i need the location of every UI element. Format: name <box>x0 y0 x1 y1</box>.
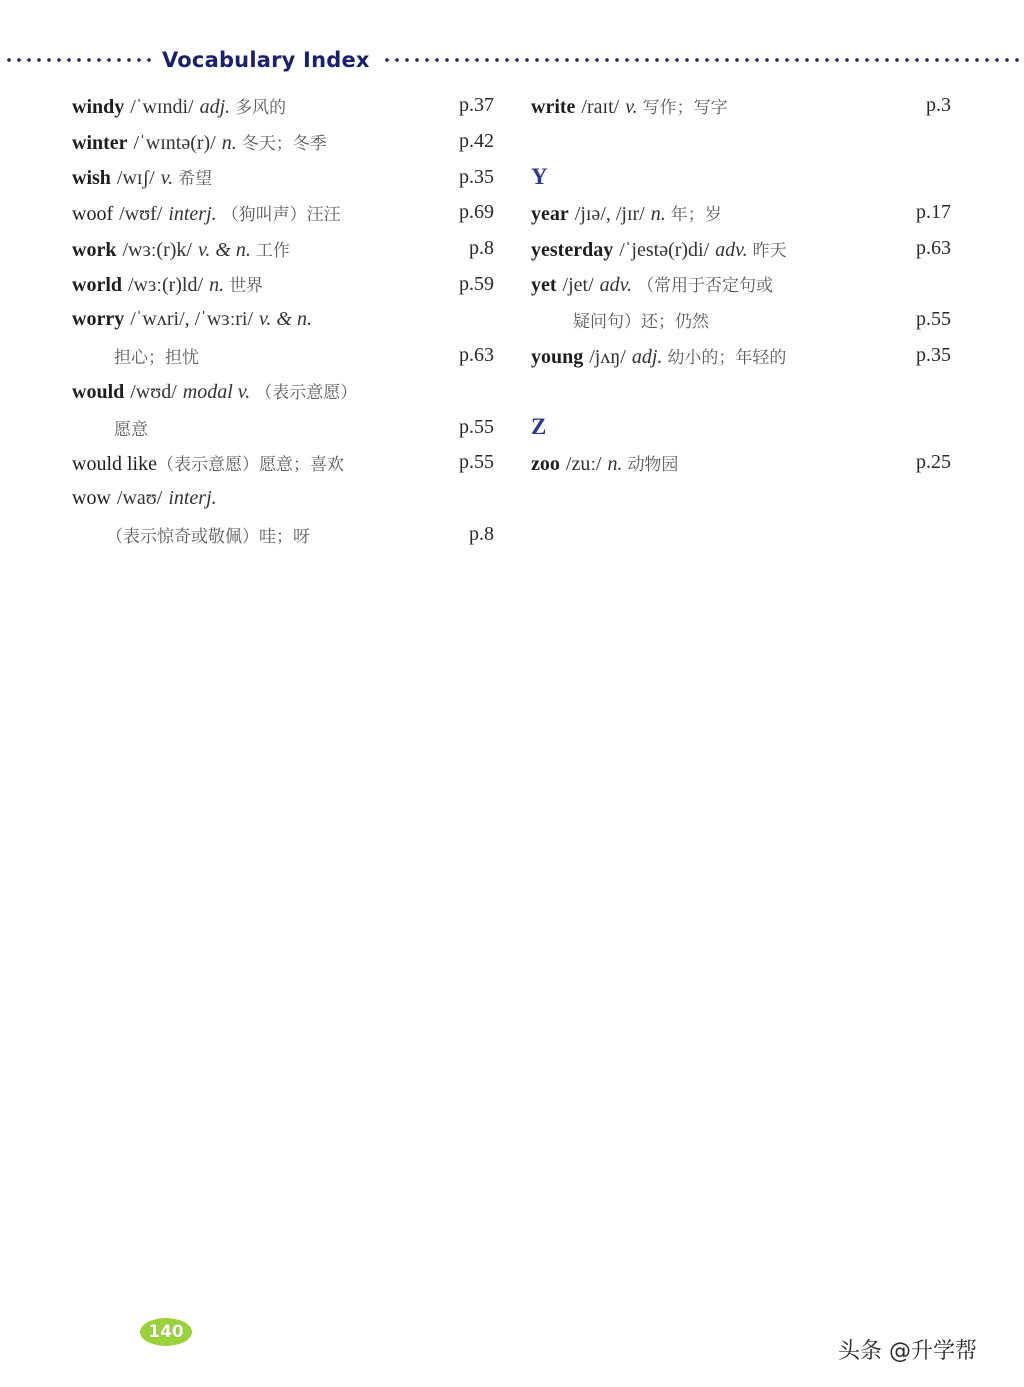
meaning: 担心；担忧 <box>114 348 199 369</box>
part-of-speech: interj. <box>168 486 217 509</box>
phonetic: /waʊ/ <box>116 486 163 509</box>
meaning: 年；岁 <box>670 204 722 225</box>
phonetic: /jɪə/, /jɪr/ <box>574 202 645 225</box>
headword: woof <box>72 202 114 225</box>
part-of-speech: v. & n. <box>197 238 251 261</box>
meaning: 动物园 <box>627 454 679 475</box>
vocab-entry-winter <box>72 124 494 160</box>
headword: write <box>531 95 576 118</box>
meaning: （狗叫声）汪汪 <box>221 204 341 225</box>
dotted-rule-left <box>2 58 152 62</box>
page-reference: p.42 <box>459 130 494 153</box>
page-reference: p.8 <box>469 522 494 545</box>
meaning: （表示惊奇或敬佩）哇；呀 <box>106 526 310 547</box>
dotted-rule-right <box>380 58 1022 62</box>
vocab-entry-continuation <box>72 409 494 445</box>
headword: would <box>72 381 125 404</box>
vocabulary-column-right <box>531 88 951 481</box>
vocab-entry-write <box>531 88 951 124</box>
part-of-speech: v. <box>625 95 638 118</box>
phonetic: /wɜː(r)k/ <box>122 238 192 261</box>
part-of-speech: v. <box>160 167 174 190</box>
vocab-entry-wow <box>72 481 494 517</box>
vocab-entry-zoo <box>531 445 951 481</box>
page-reference: p.69 <box>459 201 494 224</box>
headword: wish <box>72 167 111 190</box>
meaning: 昨天 <box>752 240 787 261</box>
part-of-speech: modal v. <box>182 381 251 404</box>
page-reference: p.37 <box>459 94 494 117</box>
page-reference: p.55 <box>459 451 494 474</box>
headword: year <box>531 202 569 225</box>
meaning: （常用于否定句或 <box>637 276 774 297</box>
headword: young <box>531 345 584 368</box>
part-of-speech: n. <box>650 202 666 225</box>
meaning: 幼小的；年轻的 <box>667 347 787 368</box>
page-reference: p.35 <box>916 344 951 367</box>
vocab-entry-wish <box>72 159 494 195</box>
phonetic: /jʌŋ/ <box>589 345 626 368</box>
letter-heading-y: Y <box>531 164 548 190</box>
page-reference: p.8 <box>469 237 494 260</box>
page-reference: p.17 <box>916 201 951 224</box>
headword: yet <box>531 274 557 297</box>
vocab-entry-world <box>72 266 494 302</box>
headword: windy <box>72 95 125 118</box>
phonetic: /raɪt/ <box>581 95 620 118</box>
vocab-entry-worry <box>72 302 494 338</box>
phonetic: /wɪʃ/ <box>116 167 155 190</box>
phonetic: /ˈwʌri/, /ˈwɜːri/ <box>130 308 254 331</box>
page-reference: p.59 <box>459 272 494 295</box>
headword: worry <box>72 308 125 331</box>
part-of-speech: adj. <box>199 95 231 118</box>
page-reference: p.63 <box>916 237 951 260</box>
headword: wow <box>72 486 111 509</box>
vocab-entry-yet <box>531 266 951 302</box>
part-of-speech: adv. <box>715 238 748 261</box>
page-reference: p.55 <box>916 308 951 331</box>
phonetic: /ˈwɪntə(r)/ <box>133 131 216 154</box>
part-of-speech: n. <box>607 452 623 475</box>
vocab-entry-woof <box>72 195 494 231</box>
vocab-entry-would <box>72 374 494 410</box>
page-reference: p.63 <box>459 344 494 367</box>
section-spacer <box>531 374 951 410</box>
phonetic: /jet/ <box>562 274 594 297</box>
page-title: Vocabulary Index <box>162 48 370 72</box>
meaning: 希望 <box>178 169 213 190</box>
vocab-entry-yesterday <box>531 231 951 267</box>
vocab-entry-continuation <box>531 302 951 338</box>
page-reference: p.35 <box>459 165 494 188</box>
letter-heading-z: Z <box>531 414 547 440</box>
vocabulary-column-left <box>72 88 494 552</box>
meaning: 多风的 <box>235 97 287 118</box>
headword: zoo <box>531 452 560 475</box>
page-number-badge: 140 <box>140 1318 192 1346</box>
phonetic: /wɜː(r)ld/ <box>128 274 204 297</box>
phonetic: /ˈwɪndi/ <box>130 95 194 118</box>
section-spacer <box>531 124 951 160</box>
page-reference: p.3 <box>926 94 951 117</box>
vocab-entry-would-like <box>72 445 494 481</box>
vocab-entry-year <box>531 195 951 231</box>
watermark: 头条 @升学帮 <box>838 1339 977 1364</box>
headword: would like <box>72 452 157 475</box>
part-of-speech: adj. <box>631 345 663 368</box>
vocab-entry-continuation <box>72 516 494 552</box>
page-reference: p.55 <box>459 415 494 438</box>
vocab-entry-work <box>72 231 494 267</box>
page-reference: p.25 <box>916 451 951 474</box>
meaning: 冬天；冬季 <box>241 133 327 154</box>
part-of-speech: n. <box>209 274 225 297</box>
part-of-speech: n. <box>221 131 237 154</box>
meaning: （表示意愿） <box>255 383 358 404</box>
phonetic: /wʊd/ <box>130 381 177 404</box>
vocab-entry-continuation <box>72 338 494 374</box>
meaning: （表示意愿）愿意；喜欢 <box>157 454 344 475</box>
meaning: 写作；写字 <box>642 97 728 118</box>
section-header <box>0 44 1024 76</box>
headword: work <box>72 238 117 261</box>
phonetic: /ˈjestə(r)di/ <box>619 238 710 261</box>
meaning: 世界 <box>229 276 264 297</box>
headword: winter <box>72 131 128 154</box>
vocab-entry-windy <box>72 88 494 124</box>
headword: yesterday <box>531 238 614 261</box>
meaning: 愿意 <box>114 419 148 440</box>
part-of-speech: adv. <box>599 274 633 297</box>
phonetic: /zuː/ <box>565 452 602 475</box>
part-of-speech: v. & n. <box>259 308 312 331</box>
meaning: 疑问句）还；仍然 <box>573 312 709 333</box>
phonetic: /wʊf/ <box>119 202 163 225</box>
meaning: 工作 <box>255 240 290 261</box>
part-of-speech: interj. <box>168 202 217 225</box>
headword: world <box>72 274 122 297</box>
vocab-entry-young <box>531 338 951 374</box>
